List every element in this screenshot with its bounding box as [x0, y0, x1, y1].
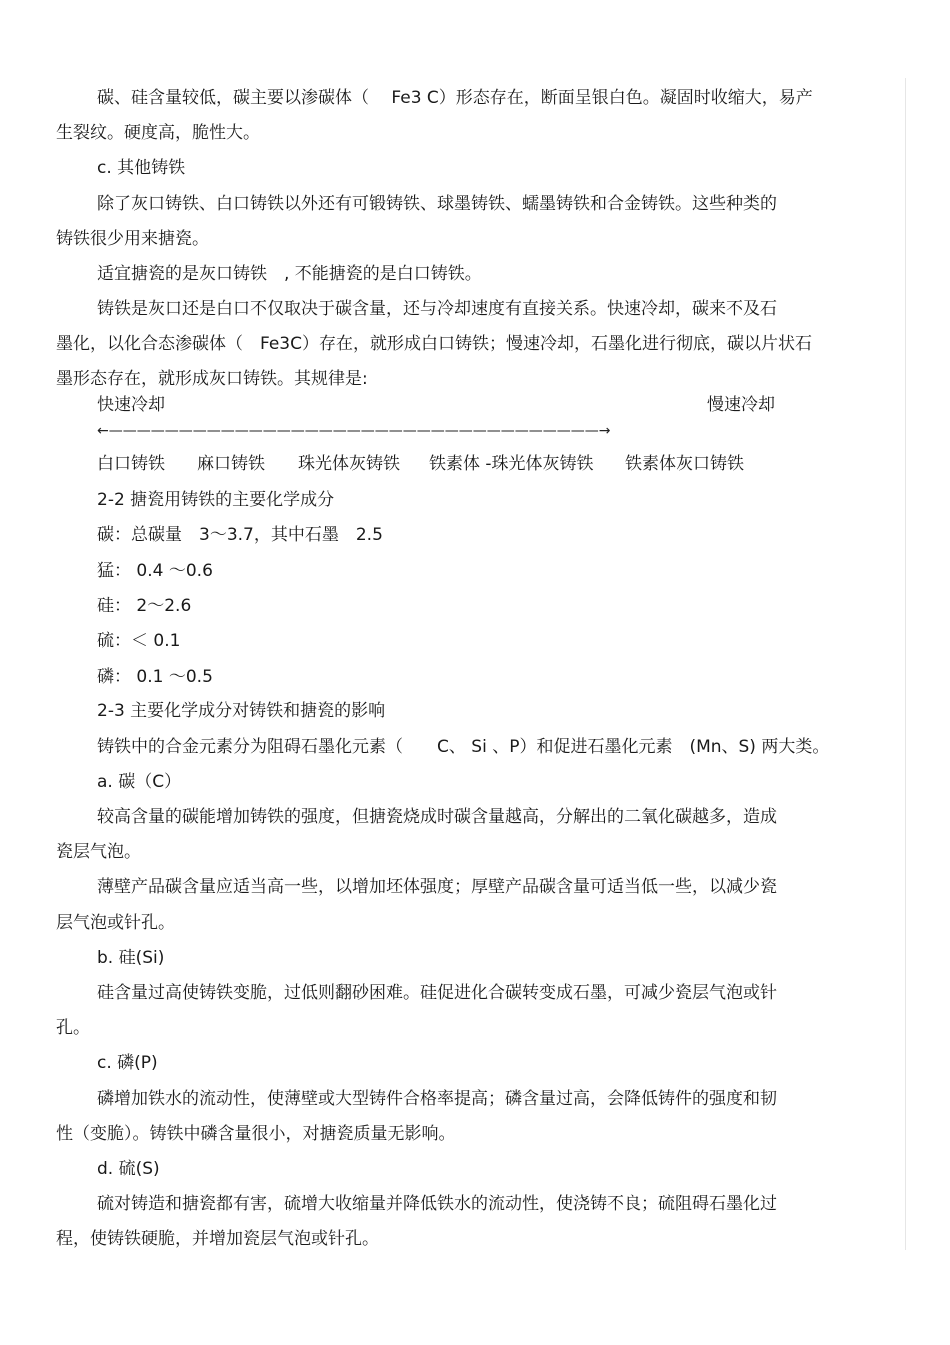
section-heading: 2-3 主要化学成分对铸铁和搪瓷的影响 [97, 701, 386, 721]
paragraph-line: 铸铁是灰口还是白口不仅取决于碳含量，还与冷却速度有直接关系。快速冷却，碳来不及石 [97, 299, 777, 319]
paragraph-line: 孔。 [56, 1018, 90, 1038]
composition-sulfur: 硫：＜ 0.1 [97, 631, 181, 651]
subheading: c. 其他铸铁 [97, 158, 186, 178]
cooling-arrow: ←———————————————————————————————————→ [97, 423, 611, 439]
paragraph-line: 墨化，以化合态渗碳体（ Fe3C）存在，就形成白口铸铁；慢速冷却，石墨化进行彻底，碳以片状石 [56, 334, 812, 354]
flow-item-ferrite-gray-iron: 铁素体灰口铸铁 [625, 454, 744, 474]
composition-silicon: 硅： 2～2.6 [97, 596, 192, 616]
paragraph-line: 硫对铸造和搪瓷都有害，硫增大收缩量并降低铁水的流动性，使浇铸不良；硫阻碍石墨化过 [97, 1194, 777, 1214]
paragraph-line: 适宜搪瓷的是灰口铸铁 , 不能搪瓷的是白口铸铁。 [97, 264, 482, 284]
flow-item-ferrite-pearlite-gray-iron: 铁素体 -珠光体灰铸铁 [429, 454, 594, 474]
document-page [56, 78, 906, 1250]
composition-manganese: 猛： 0.4 ～0.6 [97, 561, 213, 581]
paragraph-line: 除了灰口铸铁、白口铸铁以外还有可锻铸铁、球墨铸铁、蠕墨铸铁和合金铸铁。这些种类的 [97, 194, 777, 214]
paragraph-line: 瓷层气泡。 [56, 842, 141, 862]
subheading: d. 硫(S) [97, 1159, 160, 1179]
paragraph-line: 薄壁产品碳含量应适当高一些，以增加坯体强度；厚壁产品碳含量可适当低一些，以减少瓷 [97, 877, 777, 897]
subheading: a. 碳（C） [97, 772, 182, 792]
flow-item-pearlite-gray-iron: 珠光体灰铸铁 [298, 454, 400, 474]
fast-cooling-label: 快速冷却 [97, 395, 165, 415]
composition-phosphorus: 磷： 0.1 ～0.5 [97, 667, 213, 687]
paragraph-line: 生裂纹。硬度高，脆性大。 [56, 123, 260, 143]
paragraph-line: 铸铁很少用来搪瓷。 [56, 229, 209, 249]
paragraph-line: 铸铁中的合金元素分为阻碍石墨化元素（ C、 Si 、P）和促进石墨化元素 (Mn、S) 两大类。 [97, 737, 830, 757]
subheading: b. 硅(Si) [97, 948, 165, 968]
paragraph-line: 层气泡或针孔。 [56, 913, 175, 933]
paragraph-line: 较高含量的碳能增加铸铁的强度，但搪瓷烧成时碳含量越高，分解出的二氧化碳越多，造成 [97, 807, 777, 827]
flow-item-white-iron: 白口铸铁 [97, 454, 165, 474]
flow-item-mottled-iron: 麻口铸铁 [197, 454, 265, 474]
paragraph-line: 碳、硅含量较低，碳主要以渗碳体（ Fe3 C）形态存在，断面呈银白色。凝固时收缩大，易产 [97, 88, 813, 108]
subheading: c. 磷(P) [97, 1053, 158, 1073]
paragraph-line: 性（变脆）。铸铁中磷含量很小，对搪瓷质量无影响。 [56, 1124, 456, 1144]
slow-cooling-label: 慢速冷却 [707, 395, 775, 415]
paragraph-line: 硅含量过高使铸铁变脆，过低则翻砂困难。硅促进化合碳转变成石墨，可减少瓷层气泡或针 [97, 983, 777, 1003]
composition-carbon: 碳：总碳量 3～3.7，其中石墨 2.5 [97, 525, 383, 545]
paragraph-line: 磷增加铁水的流动性，使薄壁或大型铸件合格率提高；磷含量过高，会降低铸件的强度和韧 [97, 1089, 777, 1109]
section-heading: 2-2 搪瓷用铸铁的主要化学成分 [97, 490, 335, 510]
paragraph-line: 程，使铸铁硬脆，并增加瓷层气泡或针孔。 [56, 1229, 379, 1249]
paragraph-line: 墨形态存在，就形成灰口铸铁。其规律是: [56, 369, 368, 389]
